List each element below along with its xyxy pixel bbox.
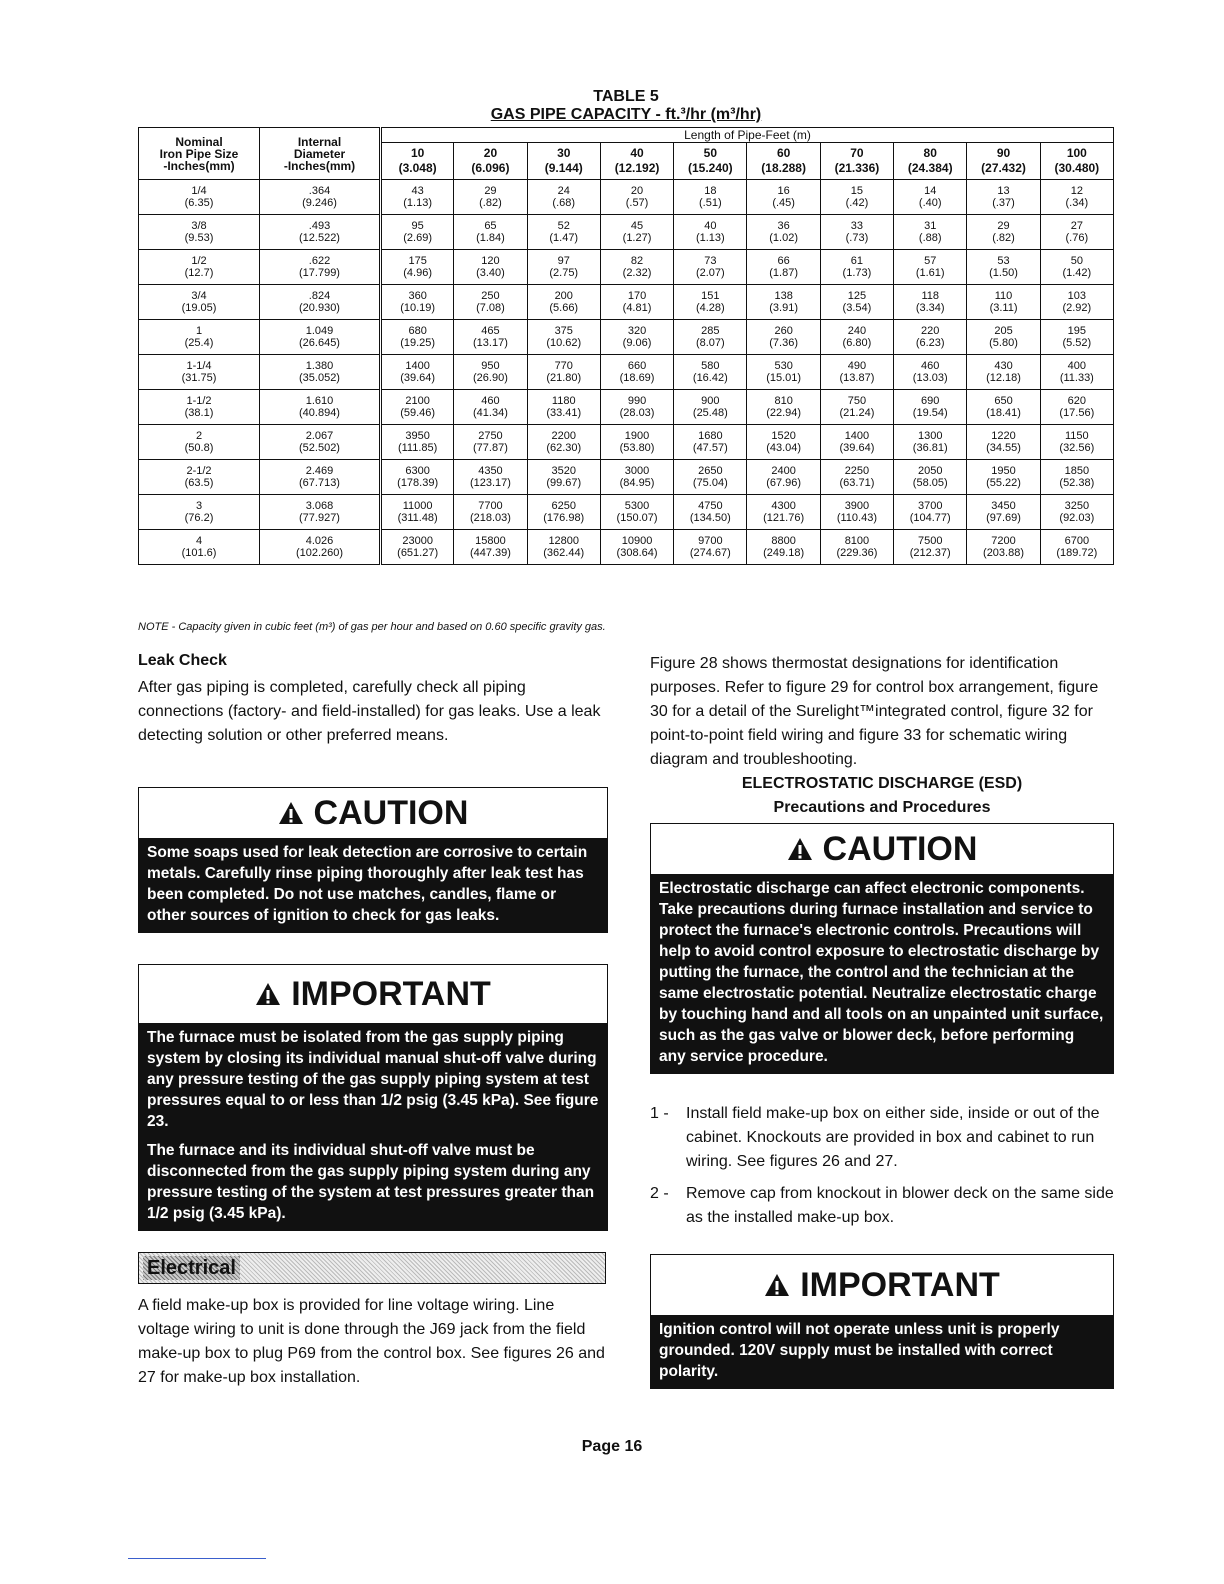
- cell-capacity: 8100 (229.36): [820, 530, 893, 565]
- cell-capacity: 2650 (75.04): [674, 460, 747, 495]
- leak-check-heading: Leak Check: [138, 652, 227, 669]
- header-length-0: 10 (3.048): [381, 143, 454, 180]
- cell-capacity: 57 (1.61): [894, 250, 967, 285]
- caution-title: CAUTION: [139, 788, 607, 838]
- cell-capacity: 31 (.88): [894, 215, 967, 250]
- list-item: 2 - Remove cap from knockout in blower deck on the same side as the installed make-up box.: [650, 1185, 1114, 1226]
- cell-capacity: 12 (.34): [1040, 180, 1113, 215]
- cell-capacity: 4300 (121.76): [747, 495, 820, 530]
- table-caption: GAS PIPE CAPACITY - ft.³/hr (m³/hr): [490, 106, 762, 123]
- cell-capacity: 220 (6.23): [894, 320, 967, 355]
- cell-capacity: 3250 (92.03): [1040, 495, 1113, 530]
- cell-capacity: 10900 (308.64): [600, 530, 673, 565]
- cell-capacity: 8800 (249.18): [747, 530, 820, 565]
- cell-capacity: 6250 (176.98): [527, 495, 600, 530]
- cell-capacity: 750 (21.24): [820, 390, 893, 425]
- footer-rule: [128, 1558, 266, 1559]
- table-number: TABLE 5: [593, 88, 659, 105]
- cell-capacity: 950 (26.90): [454, 355, 527, 390]
- list-item: 1 - Install field make-up box on either side, inside or out of the cabinet. Knockouts are provided in box and cabinet to run wiring. See figures 26 and 27.: [650, 1105, 1100, 1170]
- cell-capacity: 11000 (311.48): [381, 495, 454, 530]
- header-nominal-size: Nominal Iron Pipe Size -Inches(mm): [139, 128, 260, 180]
- cell-capacity: 14 (.40): [894, 180, 967, 215]
- cell-capacity: 1300 (36.81): [894, 425, 967, 460]
- cell-internal-diameter: 1.380 (35.052): [260, 355, 381, 390]
- warning-icon: [278, 801, 304, 825]
- cell-capacity: 1220 (34.55): [967, 425, 1040, 460]
- cell-capacity: 33 (.73): [820, 215, 893, 250]
- cell-capacity: 620 (17.56): [1040, 390, 1113, 425]
- cell-capacity: 250 (7.08): [454, 285, 527, 320]
- cell-capacity: 175 (4.96): [381, 250, 454, 285]
- cell-capacity: 2750 (77.87): [454, 425, 527, 460]
- cell-capacity: 23000 (651.27): [381, 530, 454, 565]
- cell-capacity: 3950 (111.85): [381, 425, 454, 460]
- cell-capacity: 110 (3.11): [967, 285, 1040, 320]
- cell-capacity: 18 (.51): [674, 180, 747, 215]
- cell-internal-diameter: .493 (12.522): [260, 215, 381, 250]
- cell-capacity: 65 (1.84): [454, 215, 527, 250]
- cell-capacity: 1680 (47.57): [674, 425, 747, 460]
- cell-capacity: 2100 (59.46): [381, 390, 454, 425]
- cell-capacity: 3450 (97.69): [967, 495, 1040, 530]
- table-row: [139, 355, 1114, 390]
- cell-pipe-size: 1-1/2 (38.1): [139, 390, 260, 425]
- cell-capacity: 170 (4.81): [600, 285, 673, 320]
- table-row: [139, 425, 1114, 460]
- cell-capacity: 690 (19.54): [894, 390, 967, 425]
- cell-capacity: 82 (2.32): [600, 250, 673, 285]
- cell-capacity: 138 (3.91): [747, 285, 820, 320]
- table-row: [139, 320, 1114, 355]
- header-internal-diameter: Internal Diameter -Inches(mm): [260, 128, 381, 180]
- cell-capacity: 2200 (62.30): [527, 425, 600, 460]
- cell-capacity: 205 (5.80): [967, 320, 1040, 355]
- cell-capacity: 990 (28.03): [600, 390, 673, 425]
- cell-capacity: 400 (11.33): [1040, 355, 1113, 390]
- header-length-of-pipe: Length of Pipe-Feet (m): [381, 128, 1114, 143]
- cell-capacity: 3520 (99.67): [527, 460, 600, 495]
- cell-capacity: 9700 (274.67): [674, 530, 747, 565]
- cell-capacity: 1180 (33.41): [527, 390, 600, 425]
- cell-capacity: 900 (25.48): [674, 390, 747, 425]
- cell-capacity: 3900 (110.43): [820, 495, 893, 530]
- cell-capacity: 465 (13.17): [454, 320, 527, 355]
- cell-pipe-size: 3 (76.2): [139, 495, 260, 530]
- cell-capacity: 29 (.82): [967, 215, 1040, 250]
- esd-subheading: Precautions and Procedures: [773, 799, 991, 816]
- table-row: [139, 250, 1114, 285]
- header-length-1: 20 (6.096): [454, 143, 527, 180]
- gas-pipe-capacity-table: [138, 127, 1114, 565]
- cell-pipe-size: 1/2 (12.7): [139, 250, 260, 285]
- electrical-heading: Electrical: [143, 1256, 240, 1280]
- cell-capacity: 12800 (362.44): [527, 530, 600, 565]
- cell-capacity: 66 (1.87): [747, 250, 820, 285]
- cell-capacity: 375 (10.62): [527, 320, 600, 355]
- cell-capacity: 1520 (43.04): [747, 425, 820, 460]
- header-length-9: 100 (30.480): [1040, 143, 1113, 180]
- cell-capacity: 3700 (104.77): [894, 495, 967, 530]
- cell-capacity: 20 (.57): [600, 180, 673, 215]
- important-text: [139, 1023, 607, 1230]
- important-box-pressure: [138, 964, 608, 1231]
- table-row: [139, 215, 1114, 250]
- cell-internal-diameter: 1.049 (26.645): [260, 320, 381, 355]
- cell-capacity: 50 (1.42): [1040, 250, 1113, 285]
- cell-capacity: 195 (5.52): [1040, 320, 1113, 355]
- steps-list: [650, 1102, 1114, 1230]
- cell-capacity: 360 (10.19): [381, 285, 454, 320]
- cell-capacity: 1150 (32.56): [1040, 425, 1113, 460]
- cell-capacity: 29 (.82): [454, 180, 527, 215]
- cell-capacity: 2400 (67.96): [747, 460, 820, 495]
- caution-text: Electrostatic discharge can affect electronic components. Take precautions during furnace installation and service to protect the furnace's electronic controls. Precautions will help to avoid control exposure to electrostatic discharge by putting the furnace, the control and the technician at the same electrostatic potential. Neutralize electrostatic charge by touching hand and all tools on an unpainted unit surface, such as the gas valve or blower deck, before performing any service procedure.: [651, 874, 1113, 1073]
- electrical-text: A field make-up box is provided for line voltage wiring. Line voltage wiring to unit is done through the J69 jack from the field make-up box to plug P69 from the control box. See figures 26 and 27 for make-up box installation.: [138, 1297, 605, 1386]
- cell-capacity: 1950 (55.22): [967, 460, 1040, 495]
- cell-capacity: 52 (1.47): [527, 215, 600, 250]
- cell-capacity: 7700 (218.03): [454, 495, 527, 530]
- important-text-1: The furnace must be isolated from the gas supply piping system by closing its individual manual shut-off valve during any pressure testing of the gas supply piping system at test pressures equal to or less than 1/2 psig (3.45 kPa). See figure 23.: [147, 1029, 599, 1130]
- cell-capacity: 103 (2.92): [1040, 285, 1113, 320]
- cell-capacity: 2050 (58.05): [894, 460, 967, 495]
- cell-capacity: 660 (18.69): [600, 355, 673, 390]
- electrical-section-bar: [138, 1252, 606, 1284]
- cell-capacity: 53 (1.50): [967, 250, 1040, 285]
- cell-capacity: 490 (13.87): [820, 355, 893, 390]
- cell-capacity: 120 (3.40): [454, 250, 527, 285]
- table-note: NOTE - Capacity given in cubic feet (m³) of gas per hour and based on 0.60 specific gravity gas.: [138, 621, 606, 633]
- cell-pipe-size: 3/4 (19.05): [139, 285, 260, 320]
- cell-capacity: 13 (.37): [967, 180, 1040, 215]
- cell-capacity: 285 (8.07): [674, 320, 747, 355]
- cell-capacity: 15800 (447.39): [454, 530, 527, 565]
- caution-title: CAUTION: [651, 824, 1113, 874]
- cell-internal-diameter: 4.026 (102.260): [260, 530, 381, 565]
- cell-capacity: 40 (1.13): [674, 215, 747, 250]
- header-length-7: 80 (24.384): [894, 143, 967, 180]
- warning-icon: [764, 1273, 790, 1297]
- cell-capacity: 2250 (63.71): [820, 460, 893, 495]
- header-length-3: 40 (12.192): [600, 143, 673, 180]
- cell-capacity: 430 (12.18): [967, 355, 1040, 390]
- cell-capacity: 1900 (53.80): [600, 425, 673, 460]
- warning-icon: [255, 982, 281, 1006]
- cell-capacity: 43 (1.13): [381, 180, 454, 215]
- cell-pipe-size: 2 (50.8): [139, 425, 260, 460]
- important-text: Ignition control will not operate unless unit is properly grounded. 120V supply must be installed with correct polarity.: [651, 1315, 1113, 1388]
- cell-capacity: 6700 (189.72): [1040, 530, 1113, 565]
- cell-capacity: 1400 (39.64): [820, 425, 893, 460]
- header-length-8: 90 (27.432): [967, 143, 1040, 180]
- cell-capacity: 45 (1.27): [600, 215, 673, 250]
- cell-capacity: 27 (.76): [1040, 215, 1113, 250]
- cell-capacity: 770 (21.80): [527, 355, 600, 390]
- cell-internal-diameter: .824 (20.930): [260, 285, 381, 320]
- cell-capacity: 1850 (52.38): [1040, 460, 1113, 495]
- cell-capacity: 810 (22.94): [747, 390, 820, 425]
- cell-capacity: 580 (16.42): [674, 355, 747, 390]
- caution-box-leak: [138, 787, 608, 933]
- cell-capacity: 320 (9.06): [600, 320, 673, 355]
- table-row: [139, 285, 1114, 320]
- cell-capacity: 7200 (203.88): [967, 530, 1040, 565]
- cell-pipe-size: 1/4 (6.35): [139, 180, 260, 215]
- cell-capacity: 151 (4.28): [674, 285, 747, 320]
- cell-capacity: 3000 (84.95): [600, 460, 673, 495]
- cell-pipe-size: 1-1/4 (31.75): [139, 355, 260, 390]
- cell-capacity: 36 (1.02): [747, 215, 820, 250]
- cell-capacity: 118 (3.34): [894, 285, 967, 320]
- right-column: [650, 652, 1114, 820]
- cell-capacity: 260 (7.36): [747, 320, 820, 355]
- esd-heading: ELECTROSTATIC DISCHARGE (ESD): [741, 775, 1023, 792]
- cell-capacity: 680 (19.25): [381, 320, 454, 355]
- cell-pipe-size: 1 (25.4): [139, 320, 260, 355]
- caution-box-esd: [650, 823, 1114, 1074]
- electrical-section: [138, 1294, 608, 1390]
- cell-capacity: 6300 (178.39): [381, 460, 454, 495]
- cell-capacity: 15 (.42): [820, 180, 893, 215]
- cell-internal-diameter: 2.067 (52.502): [260, 425, 381, 460]
- cell-capacity: 200 (5.66): [527, 285, 600, 320]
- important-title: IMPORTANT: [139, 965, 607, 1023]
- cell-capacity: 125 (3.54): [820, 285, 893, 320]
- cell-capacity: 460 (41.34): [454, 390, 527, 425]
- cell-capacity: 61 (1.73): [820, 250, 893, 285]
- cell-capacity: 530 (15.01): [747, 355, 820, 390]
- leak-check-text: After gas piping is completed, carefully check all piping connections (factory- and field-installed) for gas leaks. Use a leak detecting solution or other preferred means.: [138, 679, 601, 744]
- warning-icon: [787, 837, 813, 861]
- cell-internal-diameter: .622 (17.799): [260, 250, 381, 285]
- wiring-intro-text: Figure 28 shows thermostat designations for identification purposes. Refer to figure 29 for control box arrangement, figure 30 for a detail of the Surelight™integrated control, figure 32 for point-to-point field wiring and figure 33 for schematic wiring diagram and troubleshooting.: [650, 655, 1099, 768]
- cell-capacity: 97 (2.75): [527, 250, 600, 285]
- cell-internal-diameter: 1.610 (40.894): [260, 390, 381, 425]
- header-length-5: 60 (18.288): [747, 143, 820, 180]
- cell-internal-diameter: 3.068 (77.927): [260, 495, 381, 530]
- cell-pipe-size: 4 (101.6): [139, 530, 260, 565]
- table-row: [139, 460, 1114, 495]
- cell-capacity: 73 (2.07): [674, 250, 747, 285]
- cell-internal-diameter: .364 (9.246): [260, 180, 381, 215]
- page-number: Page 16: [581, 1438, 643, 1455]
- cell-internal-diameter: 2.469 (67.713): [260, 460, 381, 495]
- cell-capacity: 24 (.68): [527, 180, 600, 215]
- cell-capacity: 7500 (212.37): [894, 530, 967, 565]
- cell-capacity: 95 (2.69): [381, 215, 454, 250]
- table-row: [139, 390, 1114, 425]
- cell-capacity: 4350 (123.17): [454, 460, 527, 495]
- table-row: [139, 530, 1114, 565]
- table-title: [138, 88, 1114, 124]
- cell-capacity: 1400 (39.64): [381, 355, 454, 390]
- table-row: [139, 495, 1114, 530]
- important-title: IMPORTANT: [651, 1255, 1113, 1315]
- header-length-2: 30 (9.144): [527, 143, 600, 180]
- header-length-4: 50 (15.240): [674, 143, 747, 180]
- cell-pipe-size: 3/8 (9.53): [139, 215, 260, 250]
- cell-capacity: 650 (18.41): [967, 390, 1040, 425]
- header-length-6: 70 (21.336): [820, 143, 893, 180]
- leak-check-section: [138, 652, 608, 748]
- cell-capacity: 240 (6.80): [820, 320, 893, 355]
- cell-capacity: 460 (13.03): [894, 355, 967, 390]
- caution-text: Some soaps used for leak detection are corrosive to certain metals. Carefully rinse piping thoroughly after leak test has been completed. Do not use matches, candles, flame or other sources of ignition to check for gas leaks.: [139, 838, 607, 932]
- cell-capacity: 4750 (134.50): [674, 495, 747, 530]
- important-text-2: The furnace and its individual shut-off valve must be disconnected from the gas supply piping system during any pressure testing of the system at test pressures greater than 1/2 psig (3.45 kPa).: [147, 1142, 595, 1222]
- cell-pipe-size: 2-1/2 (63.5): [139, 460, 260, 495]
- cell-capacity: 5300 (150.07): [600, 495, 673, 530]
- table-row: [139, 180, 1114, 215]
- important-box-ground: [650, 1254, 1114, 1389]
- cell-capacity: 16 (.45): [747, 180, 820, 215]
